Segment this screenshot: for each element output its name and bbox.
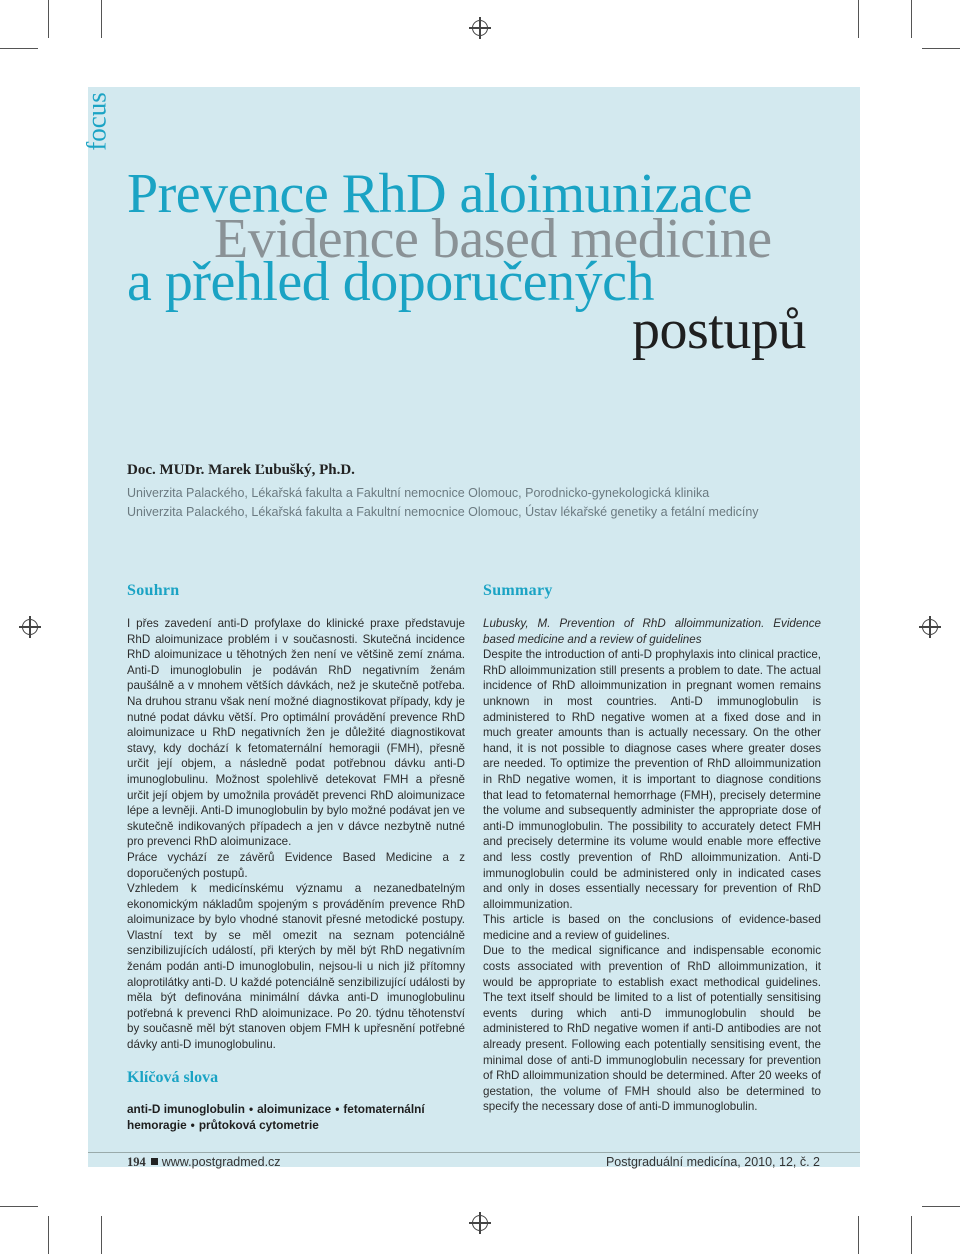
summary-paragraph: Despite the introduction of anti-D prophylaxis into clinical practice, RhD alloimmunization still presents a problem to date. The actual incidence of RhD alloimmunization in pregnant women remains unknown in most countries. Anti-D immunoglobulin is administered to RhD negative women at a fixed dose and in much greater amounts than is actually necessary. On the other hand, it is not possible to diagnose cases where greater doses are needed. To optimize the prevention of RhD alloimmunization in RhD negative women, it is important to diagnose conditions that lead to fetomaternal hemorrhage (FMH), precisely determine the volume and subsequently administer the appropriate dose of anti-D immunoglobulin. The possibility to accurately detect FMH and precisely determine its volume would enable more effective and less costly prevention of RhD alloimmunization. Anti-D immunoglobulin could be administered only in indicated cases and only in doses essentially necessary for prevention of RhD alloimmunization. bbox=[483, 648, 821, 911]
website-link[interactable]: www.postgradmed.cz bbox=[161, 1155, 281, 1169]
souhrn-paragraph: Práce vychází ze závěrů Evidence Based Medicine a z doporučených postupů. bbox=[127, 850, 465, 880]
keyword: anti-D imunoglobulin bbox=[127, 1101, 245, 1116]
title-line-1: Prevence RhD aloimunizace bbox=[127, 163, 753, 225]
section-label-text: focus bbox=[81, 92, 112, 151]
registration-mark-icon bbox=[922, 619, 938, 635]
crop-mark bbox=[0, 48, 38, 49]
keyword-separator: • bbox=[335, 1101, 340, 1116]
keyword-separator: • bbox=[248, 1101, 254, 1116]
affiliation-2: Univerzita Palackého, Lékařská fakulta a Fakultní nemocnice Olomouc, Ústav lékařské genetiky a fetální medicíny bbox=[127, 505, 759, 519]
title-line-3: a přehled doporučených bbox=[127, 251, 654, 313]
keyword: aloimunizace bbox=[257, 1101, 332, 1116]
souhrn-column bbox=[127, 582, 465, 1133]
summary-paragraph: This article is based on the conclusions of evidence-based medicine and a review of guidelines. bbox=[483, 913, 821, 942]
registration-mark-icon bbox=[472, 20, 488, 36]
footer-rule bbox=[88, 1152, 860, 1153]
souhrn-paragraph: I přes zavedení anti-D profylaxe do klinické praxe představuje RhD aloimunizace problém i v současnosti. Skutečná incidence RhD aloimunizace u těhotných žen není ve většině zemí známa. Anti-D imunoglobulin je podáván RhD negativním ženám paušálně a v mnohem větších dávkách, než je skutečně potřeba. Na druhou stranu však není možné diagnostikovat případy, kdy je nutné podat dávku větší. Pro optimální provádění prevence RhD aloimunizace u RhD negativních žen je důležité diagnostikovat stavy, kdy dochází k fetomaternální hemoragii (FMH), přesně určit její objem, a následně podat potřebnou dávku anti-D imunoglobulinu. Možnost spolehlivě detekovat FMH a přesně určit její objem by umožnila provádět prevenci RhD aloimunizace lépe a levněji. Anti-D imunoglobulin by bylo možné podávat jen ve skutečně indikovaných případech a jen v dávce nezbytně nutné pro prevenci RhD aloimunizace. bbox=[127, 617, 465, 849]
author-name: Doc. MUDr. Marek Ľubušký, Ph.D. bbox=[127, 462, 355, 478]
page-number: 194 bbox=[127, 1155, 146, 1169]
section-label bbox=[82, 92, 116, 154]
crop-mark bbox=[0, 1206, 38, 1207]
souhrn-heading: Souhrn bbox=[127, 582, 180, 599]
crop-mark bbox=[48, 1216, 49, 1254]
title-line-4: postupů bbox=[632, 299, 806, 361]
keyword-separator: • bbox=[190, 1117, 195, 1132]
crop-mark bbox=[922, 48, 960, 49]
square-bullet-icon bbox=[151, 1158, 158, 1165]
crop-mark bbox=[858, 0, 859, 38]
footer-left bbox=[127, 1155, 281, 1170]
summary-citation: Lubusky, M. Prevention of RhD alloimmunization. Evidence based medicine and a review of guidelines bbox=[483, 617, 821, 646]
crop-mark bbox=[858, 1216, 859, 1254]
crop-mark bbox=[48, 0, 49, 38]
registration-mark-icon bbox=[22, 619, 38, 635]
keyword: fetomaternální hemoragie bbox=[127, 1101, 425, 1132]
journal-reference: Postgraduální medicína, 2010, 12, č. 2 bbox=[605, 1155, 820, 1169]
summary-paragraph: Due to the medical significance and indispensable economic costs associated with prevention of RhD alloimmunization, it would be appropriate to establish exact methodical guidelines. The text itself should be limited to a list of potentially sensitising events during which anti-D immunoglobulin should be administered to RhD negative women if anti-D antibodies are not already present. Following each potentially sensitising event, the minimal dose of anti-D immunoglobulin necessary for prevention of RhD alloimmunization should be determined. After 20 weeks of gestation, the volume of FMH should also be determined to specify the necessary dose of anti-D immunoglobulin. bbox=[483, 944, 821, 1114]
crop-mark bbox=[911, 0, 912, 38]
crop-mark bbox=[922, 1206, 960, 1207]
keywords-list bbox=[127, 1101, 465, 1133]
summary-heading: Summary bbox=[483, 582, 553, 599]
crop-mark bbox=[911, 1216, 912, 1254]
affiliation-1: Univerzita Palackého, Lékařská fakulta a Fakultní nemocnice Olomouc, Porodnicko-gynekologická klinika bbox=[127, 486, 710, 500]
crop-mark bbox=[101, 1216, 102, 1254]
registration-mark-icon bbox=[472, 1215, 488, 1231]
crop-mark bbox=[101, 0, 102, 38]
summary-column bbox=[483, 582, 821, 1115]
souhrn-paragraph: Vzhledem k medicínskému významu a nezanedbatelným ekonomickým nákladům spojeným s prováděním prevence RhD aloimunizace by bylo vhodné stanovit přesné metodické postupy. Vlastní text by se měl omezit na seznam potenciálně senzibilizujících událostí, při kterých by měl být RhD negativním ženám podán anti-D imunoglobulin, nejsou-li u nich již přítomny aloprotilátky anti-D. U každé potenciálně senzibilizující události by měla být definována minimální dávka anti-D imunoglobulinu potřebná k prevenci RhD aloimunizace. Po 20. týdnu těhotenství by současně měl být stanoven objem FMH k upřesnění potřebné dávky anti-D imunoglobulinu. bbox=[127, 882, 465, 1052]
keywords-heading: Klíčová slova bbox=[127, 1068, 219, 1086]
keyword: průtoková cytometrie bbox=[198, 1117, 319, 1132]
title-line-2: Evidence based medicine bbox=[214, 208, 772, 270]
